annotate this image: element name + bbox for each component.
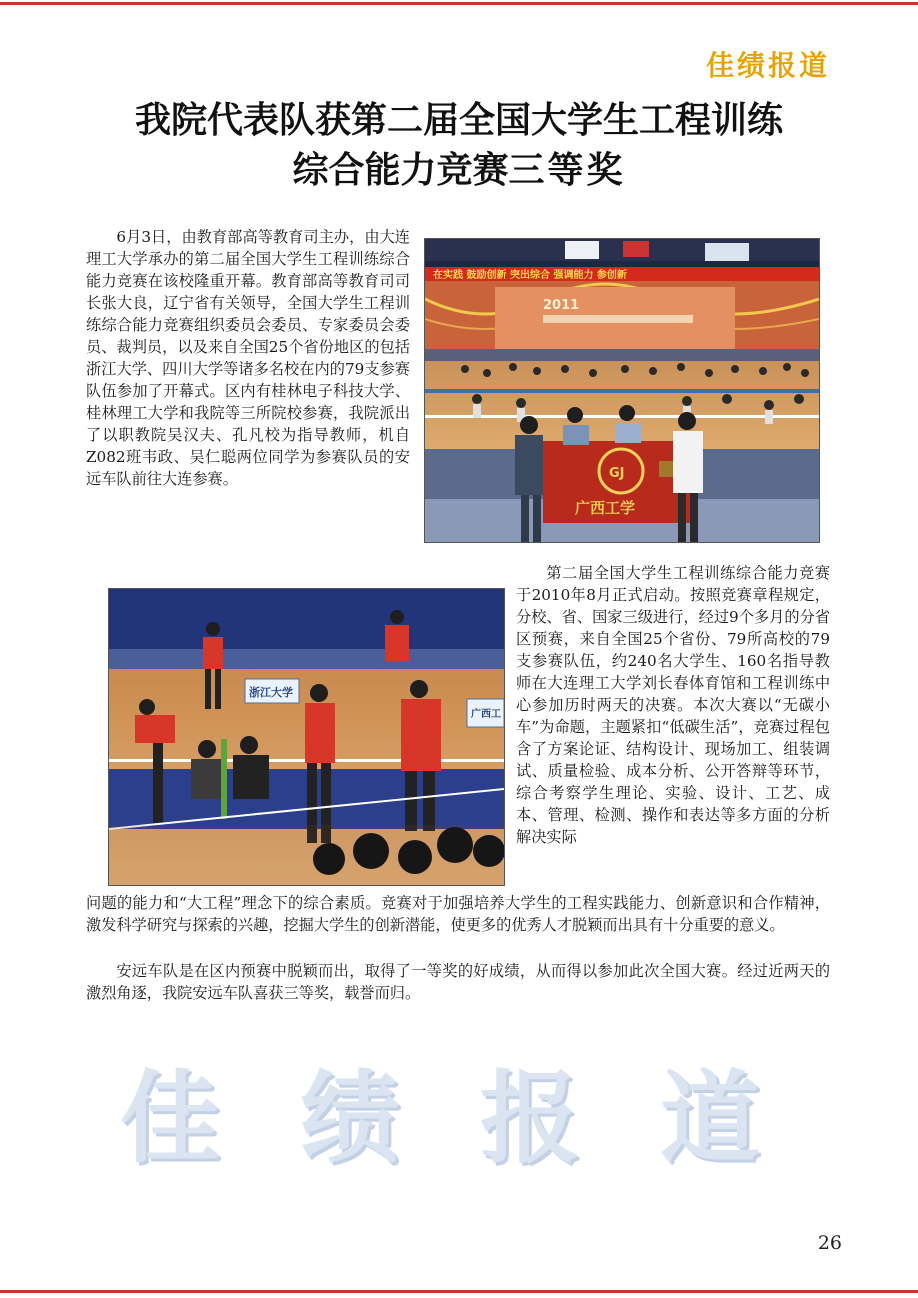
page-number: 26: [817, 1232, 842, 1254]
paragraph-2-continued: 问题的能力和“大工程”理念下的综合素质。竞赛对于加强培养大学生的工程实践能力、创新意识和合作精神，激发科学研究与探索的兴趣，挖掘大学生的创新潜能，使更多的优秀人才脱颖而出具有十分重要的意义。: [86, 894, 830, 934]
watermark-char-3: 报: [480, 1059, 580, 1177]
title-line-2: [40, 146, 878, 196]
bottom-rule: [0, 1290, 918, 1293]
opening-ceremony-photo: [424, 238, 820, 543]
year-text: 2011: [543, 298, 580, 313]
sign-right: 广西工: [471, 709, 501, 720]
paragraph-3: 安远车队是在区内预赛中脱颖而出，取得了一等奖的好成绩，从而得以参加此次全国大赛。经过近两天的激烈角逐，我院安远车队喜获三等奖，载誉而归。: [86, 962, 830, 1002]
title-line-2-main: 综合能力竞赛: [292, 150, 509, 191]
team-flag-text: 广西工学: [575, 499, 636, 517]
watermark: [120, 1038, 760, 1182]
title-award: 三等奖: [508, 150, 626, 191]
article-title: [40, 96, 878, 196]
sign-left: 浙江大学: [249, 686, 293, 699]
top-rule: [0, 2, 918, 5]
paragraph-1: 6月3日，由教育部高等教育司主办，由大连理工大学承办的第二届全国大学生工程训练综合能力竞赛在该校隆重开幕。教育部高等教育司司长张大良，辽宁省有关领导，全国大学生工程训练综合能力竞赛组织委员会委员、专家委员会委员、裁判员，以及来自全国25个省份地区的包括浙江大学、四川大学等诸多名校在内的79支参赛队伍参加了开幕式。区内有桂林电子科技大学、桂林理工大学和我院等三所院校参赛，我院派出了以职教院吴汉夫、孔凡校为指导教师，机自Z082班韦政、吴仁聪两位同学为参赛队员的安远车队前往大连参赛。: [86, 228, 410, 488]
watermark-char-2: 绩: [300, 1059, 400, 1177]
banner-text: 在实践 鼓励创新 突出综合 强调能力 参创新: [433, 270, 627, 281]
paragraph-2: 第二届全国大学生工程训练综合能力竞赛于2010年8月正式启动。按照竞赛章程规定，分校、省、国家三级进行，经过9个多月的分省区预赛，来自全国25个省份、79所高校的79支参赛队伍，约240名大学生、160名指导教师在大连理工大学刘长春体育馆和工程训练中心参加历时两天的决赛。本次大赛以“无碳小车”为命题，主题紧扣“低碳生活”，竞赛过程包含了方案论证、结构设计、现场加工、组装调试、质量检验、成本分析、公开答辩等环节，综合考察学生理论、实验、设计、工艺、成本、管理、检测、操作和表达等多方面的分析解决实际: [516, 564, 830, 846]
svg-text:GJ: GJ: [609, 466, 625, 481]
competition-photo: [108, 588, 505, 886]
watermark-char-1: 佳: [120, 1059, 220, 1177]
title-line-1: 我院代表队获第二届全国大学生工程训练: [134, 100, 783, 141]
section-tag: 佳绩报道: [705, 49, 830, 82]
watermark-char-4: 道: [660, 1059, 760, 1177]
